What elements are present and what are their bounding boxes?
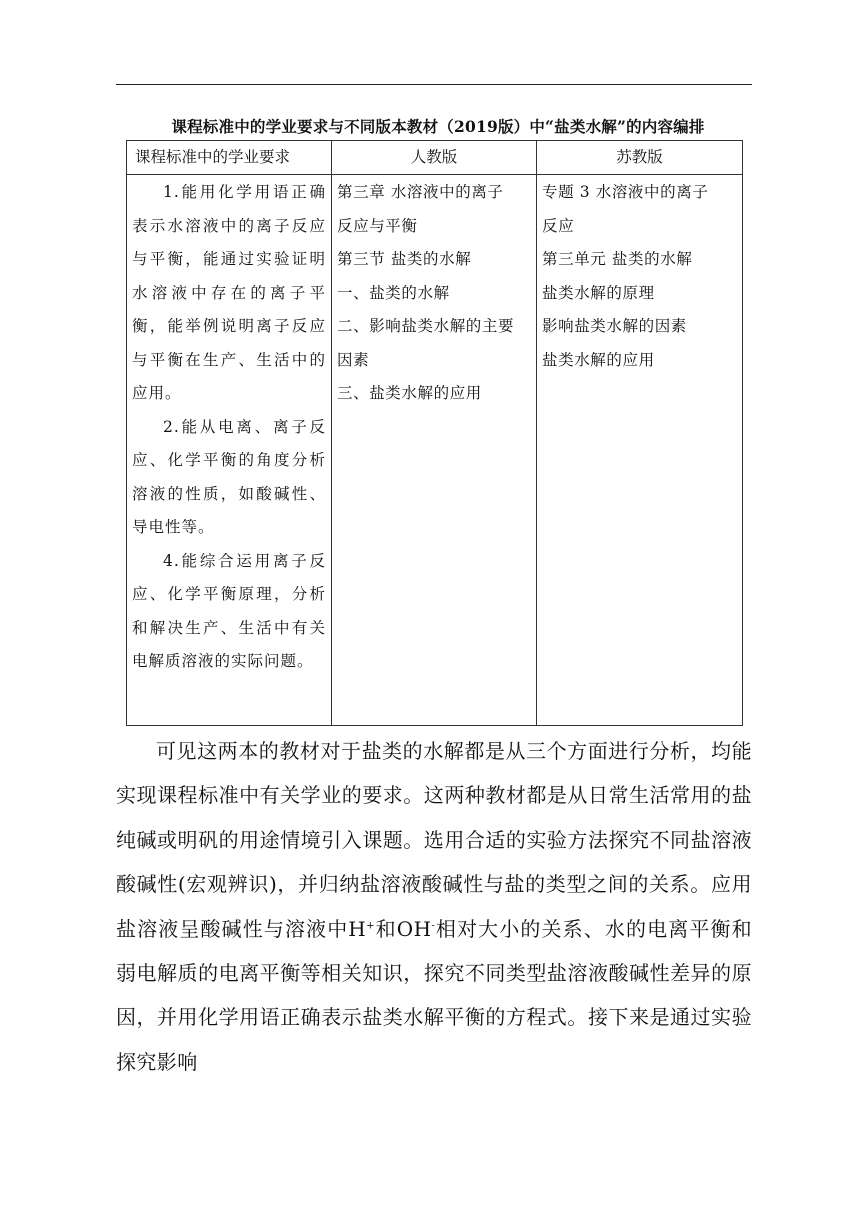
sujiao-line: 第三单元 盐类的水解 (542, 250, 693, 268)
header-rule (116, 84, 752, 85)
paragraph-text: 和OH (374, 916, 432, 941)
requirement-item: 1.能用化学用语正确表示水溶液中的离子反应与平衡，能通过实验证明水溶液中存在的离子平衡，能举例说明离子反应与平衡在生产、生活中的应用。 (132, 183, 326, 402)
column-header-requirements: 课程标准中的学业要求 (127, 141, 332, 175)
renjiao-line: 三、盐类水解的应用 (337, 384, 482, 402)
requirement-item: 2.能从电离、离子反应、化学平衡的角度分析溶液的性质，如酸碱性、导电性等。 (132, 417, 326, 536)
renjiao-line: 因素 (337, 350, 370, 369)
renjiao-cell (332, 175, 537, 726)
table-header-row (127, 141, 743, 175)
renjiao-line: 第三章 水溶液中的离子 (337, 183, 504, 201)
renjiao-line: 一、盐类的水解 (337, 283, 450, 302)
superscript-plus: + (366, 919, 375, 931)
paragraph-text: 可见这两本的教材对于盐类的水解都是从三个方面进行分析，均能实现课程标准中有关学业的要求。这两种教材都是从日常生活常用的盐纯碱或明矾的用途情境引入课题。选用合适的实验方法探究不同盐溶液酸碱性(宏观辨识)，并归纳盐溶液酸碱性与盐的类型之间的关系。应用盐溶液呈酸碱性与溶液中H (116, 739, 752, 941)
body-paragraph (116, 729, 752, 1084)
renjiao-line: 反应与平衡 (337, 216, 418, 235)
sujiao-line: 专题 3 水溶液中的离子 (542, 183, 709, 201)
sujiao-cell (537, 175, 743, 726)
comparison-table (126, 140, 743, 726)
column-header-sujiao: 苏教版 (537, 141, 743, 175)
table-row (127, 175, 743, 726)
table-caption: 课程标准中的学业要求与不同版本教材（2019版）中“盐类水解”的内容编排 (171, 117, 705, 136)
superscript-minus: - (431, 919, 436, 931)
requirements-cell (127, 175, 332, 726)
renjiao-line: 第三节 盐类的水解 (337, 250, 472, 268)
sujiao-line: 盐类水解的应用 (542, 350, 655, 369)
requirement-item: 4.能综合运用离子反应、化学平衡原理，分析和解决生产、生活中有关电解质溶液的实际问题。 (132, 551, 326, 670)
sujiao-line: 盐类水解的原理 (542, 283, 655, 302)
renjiao-line: 二、影响盐类水解的主要 (337, 317, 515, 335)
paragraph-text: 相对大小的关系、水的电离平衡和弱电解质的电离平衡等相关知识，探究不同类型盐溶液酸碱性差异的原因，并用化学用语正确表示盐类水解平衡的方程式。接下来是通过实验探究影响 (116, 916, 752, 1074)
column-header-renjiao: 人教版 (332, 141, 537, 175)
sujiao-line: 影响盐类水解的因素 (542, 317, 687, 335)
sujiao-line: 反应 (542, 216, 575, 235)
